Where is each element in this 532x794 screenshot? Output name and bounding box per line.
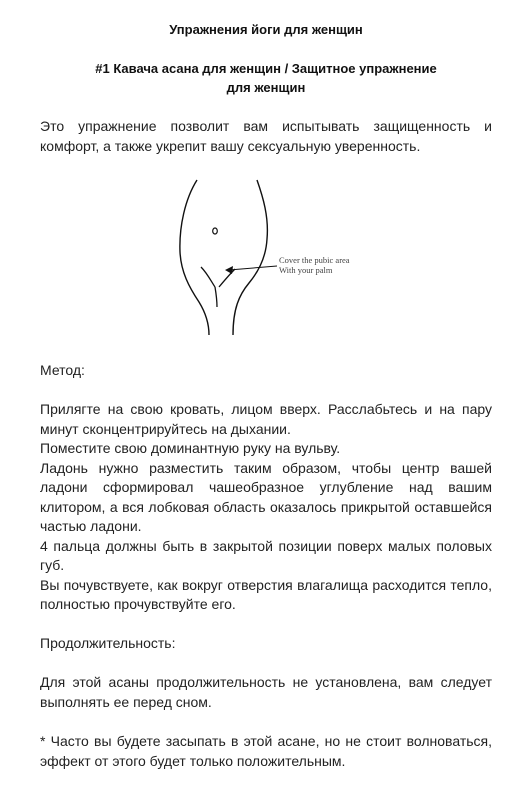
- method-step: Вы почувствуете, как вокруг отверстия влагалища расходится тепло, полностью прочувствуйте его.: [40, 576, 492, 612]
- intro-paragraph: Это упражнение позволит вам испытывать защищенность и комфорт, а также укрепит вашу сексуальную уверенность.: [40, 118, 492, 154]
- method-step: 4 пальца должны быть в закрытой позиции поверх малых половых губ.: [40, 537, 492, 573]
- footnote-paragraph: * Часто вы будете засыпать в этой асане, но не стоит волноваться, эффект от этого будет только положительным.: [40, 733, 492, 769]
- figure-caption-line-1: Cover the pubic area: [279, 255, 350, 265]
- method-heading: Метод:: [40, 362, 85, 378]
- section-title-line-1: #1 Кавача асана для женщин / Защитное упражнение: [95, 61, 437, 76]
- section-title-line-2: для женщин: [226, 80, 306, 95]
- page-title: Упражнения йоги для женщин: [169, 22, 363, 37]
- method-steps: [40, 400, 492, 615]
- method-step: Прилягте на свою кровать, лицом вверх. Расслабьтесь и на пару минут сконцентрируйтесь на дыхании.: [40, 401, 492, 437]
- method-step: Поместите свою доминантную руку на вульву.: [40, 440, 341, 456]
- body-illustration: [177, 177, 360, 337]
- duration-paragraph: Для этой асаны продолжительность не установлена, вам следует выполнять ее перед сном.: [40, 674, 492, 710]
- figure-caption-line-2: With your palm: [279, 265, 333, 275]
- duration-heading: Продолжительность:: [40, 635, 176, 651]
- method-step: Ладонь нужно разместить таким образом, чтобы центр вашей ладони сформировал чашеобразное углубление над вашим клитором, а вся лобковая область оказалось прикрытой оставшейся частью ладони.: [40, 459, 492, 534]
